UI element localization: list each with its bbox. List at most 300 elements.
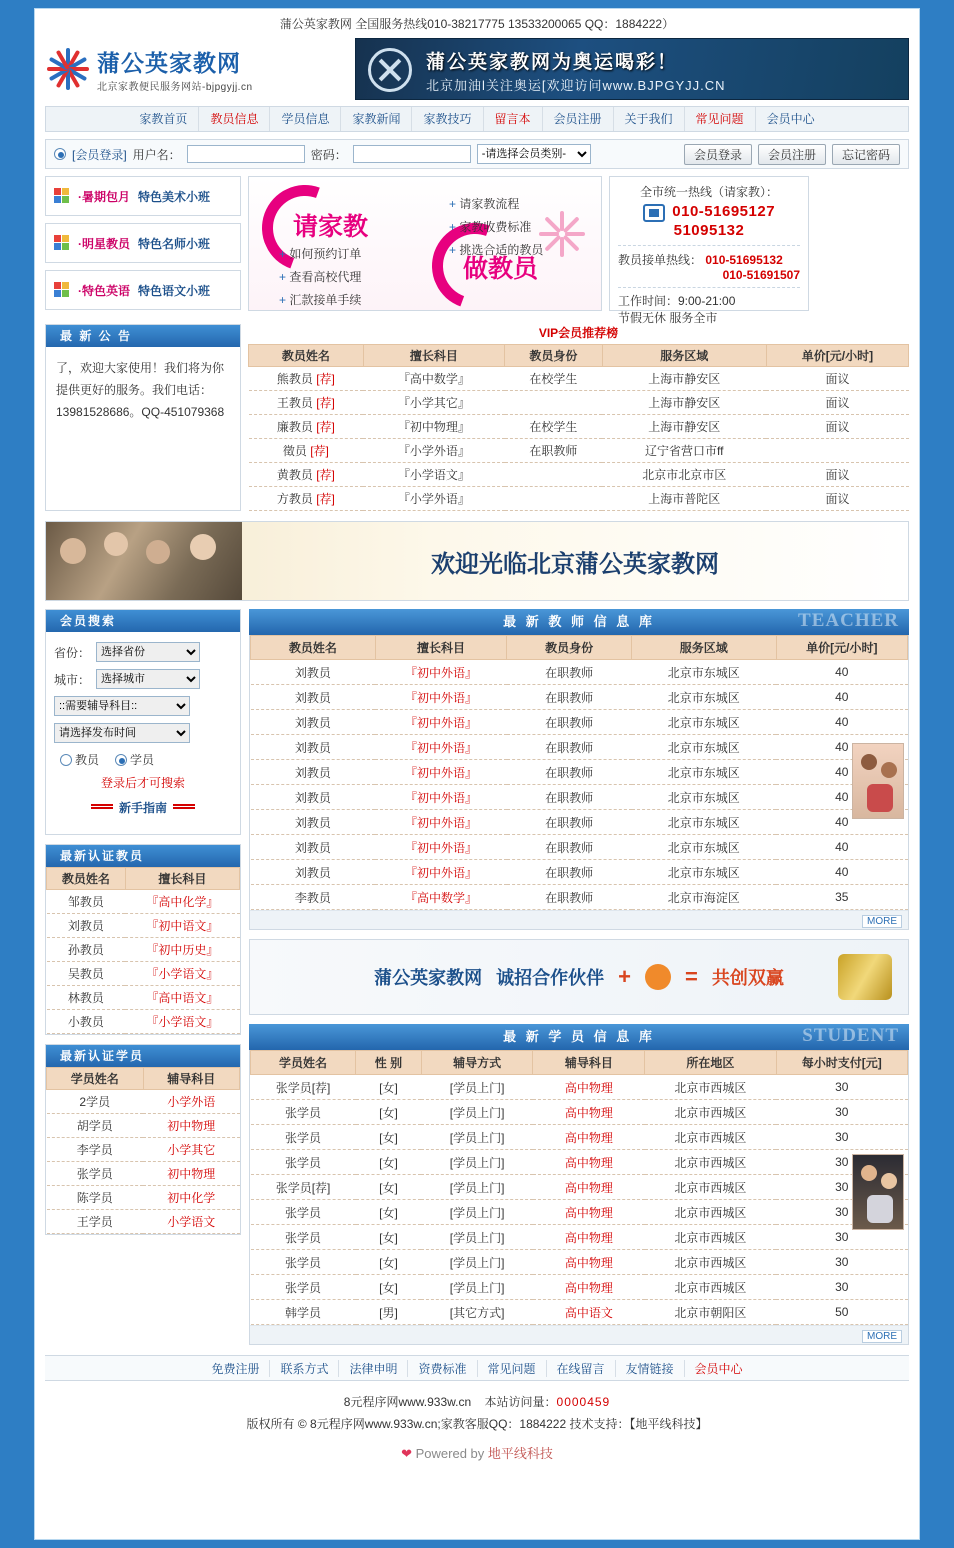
become-tutor-title[interactable]: 做教员 — [463, 256, 539, 283]
lt-name-5[interactable]: 小教员 — [47, 1010, 126, 1034]
become-tutor-list — [279, 245, 361, 311]
lt-name-3[interactable]: 吴教员 — [47, 962, 126, 986]
province-row — [54, 642, 232, 662]
td-name-3[interactable]: 刘教员 — [251, 735, 376, 760]
radio-student-dot[interactable] — [115, 754, 127, 766]
teacher-db-ghost-text: TEACHER — [798, 610, 899, 631]
vip-area-5: 上海市普陀区 — [602, 487, 766, 511]
lt-name-0[interactable]: 邹教员 — [47, 890, 126, 914]
footer-site[interactable]: 8元程序网www.933w.cn — [343, 1395, 472, 1409]
sd-area-0: 北京市西城区 — [645, 1075, 776, 1100]
telephone-icon — [643, 204, 665, 222]
jiajiao-right-1[interactable]: + 家教收费标准 — [449, 218, 543, 235]
table-row[interactable] — [251, 735, 908, 760]
nav-item-4[interactable]: 家教技巧 — [412, 107, 483, 131]
table-row[interactable] — [251, 1175, 908, 1200]
student-db-more[interactable] — [250, 1325, 908, 1344]
td-subject-4[interactable]: 『初中外语』 — [375, 760, 506, 785]
key-icon — [838, 954, 892, 1000]
nav-item-0[interactable]: 家教首页 — [128, 107, 199, 131]
td-identity-2: 在职教师 — [507, 710, 632, 735]
students-photo — [46, 522, 242, 600]
td-area-5: 北京市东城区 — [632, 785, 777, 810]
powered-by — [35, 1437, 919, 1472]
table-row[interactable] — [47, 1090, 240, 1114]
tutor-hotline-number-1: 010-51691507 — [722, 267, 800, 282]
table-row[interactable] — [251, 1075, 908, 1100]
td-price-9: 35 — [776, 885, 907, 910]
lt-subject-0[interactable]: 『高中化学』 — [125, 890, 239, 914]
td-identity-8: 在职教师 — [507, 860, 632, 885]
sd-gender-6: [女] — [356, 1225, 422, 1250]
password-input[interactable] — [353, 145, 471, 163]
sd-subject-1[interactable]: 高中物理 — [533, 1100, 645, 1125]
site-shell — [34, 8, 920, 1540]
td-identity-5: 在职教师 — [507, 785, 632, 810]
radio-teacher-dot[interactable] — [60, 754, 72, 766]
member-type-select[interactable] — [477, 144, 591, 164]
vip-price-4: 面议 — [766, 463, 908, 487]
table-row[interactable] — [249, 415, 909, 439]
city-select[interactable] — [96, 669, 200, 689]
table-row[interactable] — [251, 785, 908, 810]
table-row[interactable] — [251, 1275, 908, 1300]
table-row[interactable] — [47, 890, 240, 914]
subject-select[interactable] — [54, 696, 190, 716]
forgot-password-button[interactable]: 忘记密码 — [832, 144, 900, 165]
table-row[interactable] — [251, 685, 908, 710]
lt-subject-3[interactable]: 『小学语文』 — [125, 962, 239, 986]
sd-gender-1: [女] — [356, 1100, 422, 1125]
table-row[interactable] — [251, 885, 908, 910]
ls-col-0: 学员姓名 — [47, 1068, 144, 1090]
td-area-3: 北京市东城区 — [632, 735, 777, 760]
td-name-4[interactable]: 刘教员 — [251, 760, 376, 785]
footer-link-5[interactable]: 在线留言 — [547, 1360, 616, 1377]
table-row[interactable] — [251, 810, 908, 835]
latest-teachers-panel — [45, 844, 241, 1035]
vip-name-4[interactable]: 黄教员 — [276, 468, 313, 482]
sd-mode-4: [学员上门] — [421, 1175, 533, 1200]
table-row[interactable] — [251, 1300, 908, 1325]
sd-area-6: 北京市西城区 — [645, 1225, 776, 1250]
table-row[interactable] — [251, 835, 908, 860]
sd-name-0[interactable]: 张学员[荐] — [251, 1075, 356, 1100]
jiajiao-left-0[interactable]: + 如何预约订单 — [279, 245, 361, 262]
logo-title: 蒲公英家教网 — [97, 51, 241, 76]
sd-name-8[interactable]: 张学员 — [251, 1275, 356, 1300]
olympic-banner[interactable] — [355, 38, 909, 100]
td-identity-4: 在职教师 — [507, 760, 632, 785]
td-identity-1: 在职教师 — [507, 685, 632, 710]
sd-area-8: 北京市西城区 — [645, 1275, 776, 1300]
login-button[interactable]: 会员登录 — [684, 144, 752, 165]
teacher-db-more[interactable] — [250, 910, 908, 929]
sd-name-4[interactable]: 张学员[荐] — [251, 1175, 356, 1200]
main-nav — [45, 106, 909, 132]
vip-col-1: 擅长科目 — [363, 345, 504, 367]
teacher-db-header — [249, 609, 909, 635]
student-db-ghost-text: STUDENT — [802, 1025, 899, 1046]
vip-price-5: 面议 — [766, 487, 908, 511]
student-db-more-label: MORE — [862, 1330, 902, 1343]
td-area-6: 北京市东城区 — [632, 810, 777, 835]
sd-col-4: 所在地区 — [645, 1051, 776, 1075]
jiajiao-left-2[interactable]: + 汇款接单手续 — [279, 291, 361, 308]
lt-name-2[interactable]: 孙教员 — [47, 938, 126, 962]
table-row[interactable] — [47, 1114, 240, 1138]
ls-name-3[interactable]: 张学员 — [47, 1162, 144, 1186]
radio-teacher[interactable] — [60, 751, 99, 768]
vip-subject-5[interactable]: 『小学外语』 — [363, 487, 504, 511]
sd-mode-5: [学员上门] — [421, 1200, 533, 1225]
td-price-6: 40 — [776, 810, 907, 835]
table-row[interactable] — [47, 914, 240, 938]
vip-col-3: 服务区域 — [602, 345, 766, 367]
nav-item-6[interactable]: 会员注册 — [543, 107, 614, 131]
vip-subject-0[interactable]: 『高中数学』 — [363, 367, 504, 391]
vip-tag-1: [荐] — [316, 396, 335, 410]
sd-subject-0[interactable]: 高中物理 — [533, 1075, 645, 1100]
vip-name-0[interactable]: 熊教员 — [276, 372, 313, 386]
td-identity-6: 在职教师 — [507, 810, 632, 835]
nav-item-1[interactable]: 教员信息 — [199, 107, 270, 131]
table-row[interactable] — [251, 1250, 908, 1275]
vip-identity-4 — [505, 463, 602, 487]
sd-mode-8: [学员上门] — [421, 1275, 533, 1300]
tutor-hotline-label: 教员接单热线： — [618, 252, 703, 267]
vip-col-0: 教员姓名 — [249, 345, 364, 367]
table-row[interactable] — [47, 962, 240, 986]
student-db-header — [249, 1024, 909, 1050]
login-radio[interactable] — [54, 148, 66, 160]
student-db-table — [250, 1050, 908, 1325]
sd-subject-8[interactable]: 高中物理 — [533, 1275, 645, 1300]
ls-subject-2[interactable]: 小学其它 — [143, 1138, 240, 1162]
td-area-2: 北京市东城区 — [632, 710, 777, 735]
member-search-title: 会员搜索 — [46, 610, 240, 632]
sd-pay-8: 30 — [776, 1275, 907, 1300]
table-row[interactable] — [249, 439, 909, 463]
ls-subject-0[interactable]: 小学外语 — [143, 1090, 240, 1114]
td-subject-9[interactable]: 『高中数学』 — [375, 885, 506, 910]
td-name-5[interactable]: 刘教员 — [251, 785, 376, 810]
notice-body: 了，欢迎大家使用！我们将为你提供更好的服务。我们电话：13981528686。QQ-451079368 — [56, 361, 225, 419]
table-row[interactable] — [251, 1225, 908, 1250]
time-row — [54, 723, 232, 743]
vip-subject-1[interactable]: 『小学其它』 — [363, 391, 504, 415]
sd-name-7[interactable]: 张学员 — [251, 1250, 356, 1275]
notice-vip-row — [45, 324, 909, 511]
vip-name-5[interactable]: 方教员 — [276, 492, 313, 506]
vip-col-4: 单价[元/小时] — [766, 345, 908, 367]
footer-link-0[interactable]: 免费注册 — [201, 1360, 270, 1377]
td-name-8[interactable]: 刘教员 — [251, 860, 376, 885]
latest-teachers-table — [46, 867, 240, 1034]
promo-0-left: ·暑期包月 — [78, 189, 130, 204]
sd-subject-7[interactable]: 高中物理 — [533, 1250, 645, 1275]
grid-squares-icon — [54, 235, 70, 251]
td-subject-5[interactable]: 『初中外语』 — [375, 785, 506, 810]
vip-title: VIP会员推荐榜 — [538, 326, 619, 340]
sd-subject-4[interactable]: 高中物理 — [533, 1175, 645, 1200]
td-subject-8[interactable]: 『初中外语』 — [375, 860, 506, 885]
ls-name-5[interactable]: 王学员 — [47, 1210, 144, 1234]
footer-link-3[interactable]: 资费标准 — [408, 1360, 477, 1377]
divider-right — [173, 804, 195, 809]
ls-subject-3[interactable]: 初中物理 — [143, 1162, 240, 1186]
vip-subject-3[interactable]: 『小学外语』 — [363, 439, 504, 463]
footer-link-6[interactable]: 友情链接 — [616, 1360, 685, 1377]
sd-gender-4: [女] — [356, 1175, 422, 1200]
footer-link-2[interactable]: 法律申明 — [339, 1360, 408, 1377]
table-row[interactable] — [47, 1010, 240, 1034]
student-db-box — [249, 1050, 909, 1345]
table-row[interactable] — [47, 1210, 240, 1234]
vip-subject-4[interactable]: 『小学语文』 — [363, 463, 504, 487]
lt-col-0: 教员姓名 — [47, 868, 126, 890]
table-row[interactable] — [251, 760, 908, 785]
table-row[interactable] — [251, 1200, 908, 1225]
ls-name-0[interactable]: 2学员 — [47, 1090, 144, 1114]
ls-subject-1[interactable]: 初中物理 — [143, 1114, 240, 1138]
province-select[interactable] — [96, 642, 200, 662]
table-row[interactable] — [251, 860, 908, 885]
footer-link-7[interactable]: 会员中心 — [694, 1361, 743, 1376]
table-row[interactable] — [251, 660, 908, 685]
td-subject-3[interactable]: 『初中外语』 — [375, 735, 506, 760]
vip-identity-5 — [505, 487, 602, 511]
sd-gender-3: [女] — [356, 1150, 422, 1175]
td-subject-6[interactable]: 『初中外语』 — [375, 810, 506, 835]
vip-area-3: 辽宁省营口市ff — [602, 439, 766, 463]
vip-name-2[interactable]: 廉教员 — [276, 420, 313, 434]
sd-name-3[interactable]: 张学员 — [251, 1150, 356, 1175]
td-price-1: 40 — [776, 685, 907, 710]
partner-slogan: 诚招合作伙伴 — [496, 968, 605, 988]
sd-gender-8: [女] — [356, 1275, 422, 1300]
sd-subject-2[interactable]: 高中物理 — [533, 1125, 645, 1150]
sd-name-1[interactable]: 张学员 — [251, 1100, 356, 1125]
sd-gender-2: [女] — [356, 1125, 422, 1150]
sd-mode-6: [学员上门] — [421, 1225, 533, 1250]
table-row[interactable] — [249, 391, 909, 415]
main-section — [45, 609, 909, 1345]
city-row — [54, 669, 232, 689]
latest-teachers-title: 最新认证教员 — [46, 845, 240, 867]
nav-item-8[interactable]: 常见问题 — [685, 107, 756, 131]
tutor-hotline-number-0: 010-51695132 — [705, 252, 783, 267]
powered-vendor[interactable]: 地平线科技 — [487, 1446, 553, 1461]
username-label: 用户名： — [132, 147, 181, 162]
ls-name-2[interactable]: 李学员 — [47, 1138, 144, 1162]
grid-squares-icon — [54, 282, 70, 298]
teacher-db-more-label: MORE — [862, 915, 902, 928]
sd-subject-9[interactable]: 高中语文 — [533, 1300, 645, 1325]
vip-table — [248, 344, 909, 511]
td-subject-1[interactable]: 『初中外语』 — [375, 685, 506, 710]
td-col-0: 教员姓名 — [251, 636, 376, 660]
td-identity-0: 在职教师 — [507, 660, 632, 685]
vip-tag-5: [荐] — [316, 492, 335, 506]
sd-pay-1: 30 — [776, 1100, 907, 1125]
vip-tag-3: [荐] — [310, 444, 329, 458]
nav-item-3[interactable]: 家教新闻 — [341, 107, 412, 131]
footer-links — [45, 1355, 909, 1381]
promo-item-2[interactable] — [45, 270, 241, 310]
ls-col-1: 辅导科目 — [143, 1068, 240, 1090]
td-subject-7[interactable]: 『初中外语』 — [375, 835, 506, 860]
footer-link-1[interactable]: 联系方式 — [270, 1360, 339, 1377]
table-header-row — [251, 636, 908, 660]
td-name-2[interactable]: 刘教员 — [251, 710, 376, 735]
table-row[interactable] — [251, 1125, 908, 1150]
promo-2-right: 特色语文小班 — [138, 283, 211, 298]
td-price-3: 40 — [776, 735, 907, 760]
newbie-guide-label: 新手指南 — [118, 801, 167, 815]
table-row[interactable] — [47, 1186, 240, 1210]
ls-name-4[interactable]: 陈学员 — [47, 1186, 144, 1210]
table-row[interactable] — [251, 1150, 908, 1175]
td-col-2: 教员身份 — [507, 636, 632, 660]
latest-students-title: 最新认证学员 — [46, 1045, 240, 1067]
sd-col-3: 辅导科目 — [533, 1051, 645, 1075]
sd-name-2[interactable]: 张学员 — [251, 1125, 356, 1150]
sd-col-2: 辅导方式 — [421, 1051, 533, 1075]
sd-name-9[interactable]: 韩学员 — [251, 1300, 356, 1325]
table-header-row — [251, 1051, 908, 1075]
td-price-2: 40 — [776, 710, 907, 735]
td-name-7[interactable]: 刘教员 — [251, 835, 376, 860]
table-row[interactable] — [249, 367, 909, 391]
jiajiao-right-0[interactable]: + 请家教流程 — [449, 195, 543, 212]
sd-subject-5[interactable]: 高中物理 — [533, 1200, 645, 1225]
vip-area-4: 北京市北京市区 — [602, 463, 766, 487]
student-db-section — [249, 1024, 909, 1345]
promo-2-left: ·特色英语 — [78, 283, 130, 298]
promo-0-right: 特色美术小班 — [138, 189, 211, 204]
td-price-5: 40 — [776, 785, 907, 810]
request-tutor-title[interactable]: 请家教 — [293, 214, 369, 241]
welcome-text: 欢迎光临北京蒲公英家教网 — [431, 551, 719, 578]
sd-subject-6[interactable]: 高中物理 — [533, 1225, 645, 1250]
teacher-db-box — [249, 635, 909, 930]
sd-name-6[interactable]: 张学员 — [251, 1225, 356, 1250]
flower-icon — [539, 211, 585, 257]
table-row[interactable] — [249, 463, 909, 487]
circle-cross-icon — [368, 48, 412, 92]
table-row[interactable] — [47, 986, 240, 1010]
promo-item-0[interactable] — [45, 176, 241, 216]
footer-link-4[interactable]: 常见问题 — [478, 1360, 547, 1377]
td-name-9[interactable]: 李教员 — [251, 885, 376, 910]
td-name-0[interactable]: 刘教员 — [251, 660, 376, 685]
jiajiao-right-2[interactable]: + 挑选合适的教员 — [449, 241, 543, 258]
radio-student-label: 学员 — [130, 753, 155, 767]
td-subject-2[interactable]: 『初中外语』 — [375, 710, 506, 735]
publish-time-select[interactable] — [54, 723, 190, 743]
nav-item-5[interactable]: 留言本 — [484, 107, 543, 131]
username-input[interactable] — [187, 145, 305, 163]
table-row[interactable] — [47, 1162, 240, 1186]
ls-subject-5[interactable]: 小学语文 — [143, 1210, 240, 1234]
lt-name-4[interactable]: 林教员 — [47, 986, 126, 1010]
vip-area-2: 上海市静安区 — [602, 415, 766, 439]
lt-name-1[interactable]: 刘教员 — [47, 914, 126, 938]
td-col-4: 单价[元/小时] — [776, 636, 907, 660]
sd-pay-5: 30 — [776, 1200, 907, 1225]
city-label: 城市： — [54, 672, 91, 687]
teacher-db-section — [249, 609, 909, 930]
nav-item-9[interactable]: 会员中心 — [766, 112, 815, 126]
table-row[interactable] — [47, 1138, 240, 1162]
table-row[interactable] — [251, 1100, 908, 1125]
site-logo[interactable] — [45, 45, 345, 93]
jiajiao-left-1[interactable]: + 查看高校代理 — [279, 268, 361, 285]
ls-name-1[interactable]: 胡学员 — [47, 1114, 144, 1138]
sd-subject-3[interactable]: 高中物理 — [533, 1150, 645, 1175]
vip-name-3[interactable]: 徵员 — [282, 444, 307, 458]
ls-subject-4[interactable]: 初中化学 — [143, 1186, 240, 1210]
partner-banner[interactable] — [249, 939, 909, 1015]
td-name-1[interactable]: 刘教员 — [251, 685, 376, 710]
student-photo — [852, 1154, 904, 1230]
newbie-guide[interactable] — [54, 795, 232, 824]
radio-student[interactable] — [115, 751, 154, 768]
plus-sign: + — [618, 964, 631, 989]
footer-info — [35, 1381, 919, 1437]
powered-prefix: Powered by — [415, 1446, 488, 1461]
vip-name-1[interactable]: 王教员 — [276, 396, 313, 410]
td-subject-0[interactable]: 『初中外语』 — [375, 660, 506, 685]
promo-column — [45, 176, 241, 317]
nav-item-2[interactable]: 学员信息 — [270, 107, 341, 131]
td-col-1: 擅长科目 — [375, 636, 506, 660]
register-button[interactable]: 会员注册 — [758, 144, 826, 165]
sd-mode-9: [其它方式] — [421, 1300, 533, 1325]
sd-mode-0: [学员上门] — [421, 1075, 533, 1100]
teacher-db-title: 最 新 教 师 信 息 库 — [503, 614, 655, 629]
sd-pay-9: 50 — [776, 1300, 907, 1325]
vip-subject-2[interactable]: 『初中物理』 — [363, 415, 504, 439]
lt-subject-2[interactable]: 『初中历史』 — [125, 938, 239, 962]
vip-identity-1 — [505, 391, 602, 415]
sd-area-4: 北京市西城区 — [645, 1175, 776, 1200]
sd-gender-5: [女] — [356, 1200, 422, 1225]
vip-area-0: 上海市静安区 — [602, 367, 766, 391]
td-name-6[interactable]: 刘教员 — [251, 810, 376, 835]
table-header-row — [249, 345, 909, 367]
sd-mode-2: [学员上门] — [421, 1125, 533, 1150]
lt-subject-1[interactable]: 『初中语文』 — [125, 914, 239, 938]
lt-subject-5[interactable]: 『小学语文』 — [125, 1010, 239, 1034]
table-row[interactable] — [251, 710, 908, 735]
sd-gender-9: [男] — [356, 1300, 422, 1325]
notice-panel — [45, 324, 241, 511]
sd-pay-0: 30 — [776, 1075, 907, 1100]
header — [35, 36, 919, 106]
lt-subject-4[interactable]: 『高中语文』 — [125, 986, 239, 1010]
sd-pay-3: 30 — [776, 1150, 907, 1175]
sd-name-5[interactable]: 张学员 — [251, 1200, 356, 1225]
table-row[interactable] — [249, 487, 909, 511]
promo-item-1[interactable] — [45, 223, 241, 263]
td-col-3: 服务区域 — [632, 636, 777, 660]
td-identity-9: 在职教师 — [507, 885, 632, 910]
sd-area-1: 北京市西城区 — [645, 1100, 776, 1125]
nav-item-7[interactable]: 关于我们 — [614, 107, 685, 131]
table-row[interactable] — [47, 938, 240, 962]
